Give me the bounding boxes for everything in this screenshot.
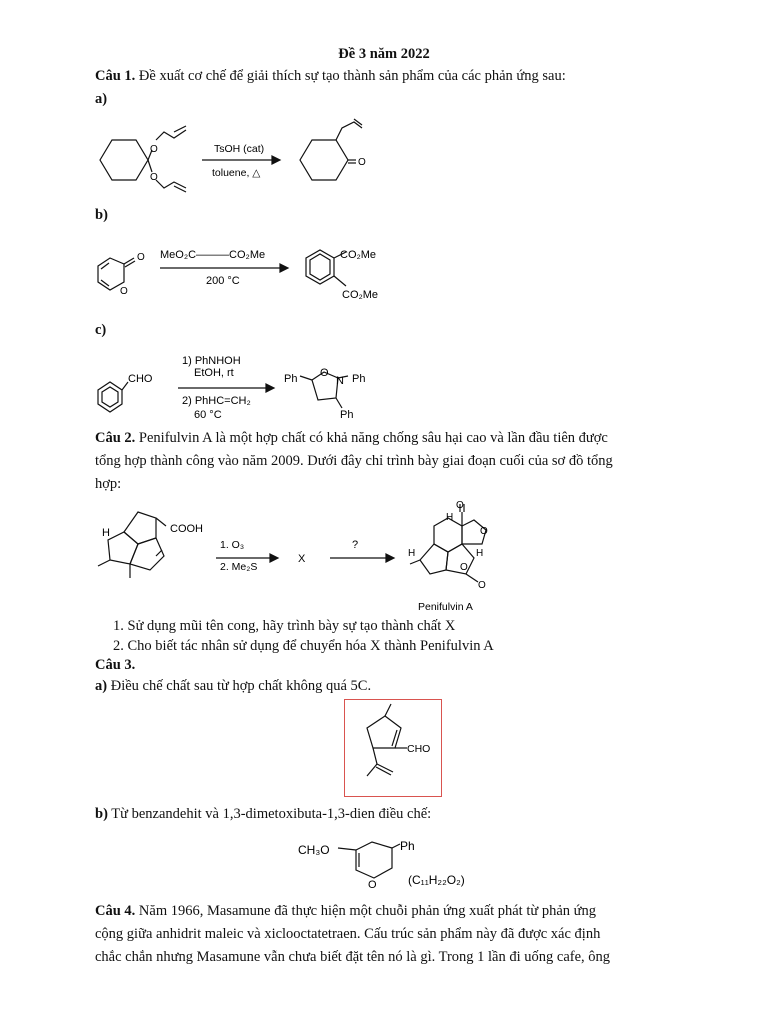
reaction-c-product-o: O <box>320 367 329 379</box>
question-2-text-2: tổng hợp thành công vào năm 2009. Dưới đây chỉ trình bày giai đoạn cuối của sơ đồ tổng <box>95 453 613 469</box>
part-b-label: b) <box>95 207 108 223</box>
reaction-c-scheme <box>90 348 390 426</box>
question-3-label: Câu 3. <box>95 657 136 673</box>
question-4-text-3: chắc chắn nhưng Masamune vẫn chưa biết đặt tên nó là gì. Trong 1 lần đi uống cafe, ông <box>95 949 611 965</box>
penifulvin-product-o3: O <box>460 562 468 573</box>
reaction-c-step2b: 60 °C <box>194 409 222 421</box>
question-2-item-2: 2. Cho biết tác nhân sử dụng để chuyển hóa X thành Penifulvin A <box>113 638 494 654</box>
question-2-label: Câu 2. <box>95 430 136 446</box>
penifulvin-product-o4: O <box>478 580 486 591</box>
penifulvin-step1: 1. O₃ <box>220 539 245 551</box>
start-ring-left <box>108 532 138 564</box>
reaction-a-conditions: toluene, △ <box>212 167 261 179</box>
question-2-item-1: 1. Sử dụng mũi tên cong, hãy trình bày sự tạo thành chất X <box>113 618 456 634</box>
penifulvin-scheme <box>90 498 510 616</box>
question-4-label: Câu 4. <box>95 903 136 919</box>
question-2-text-1: Penifulvin A là một hợp chất có khả năng chống sâu hại cao và lần đầu tiên được <box>138 430 608 446</box>
reaction-a-product-o: O <box>358 157 366 168</box>
reaction-b-ring-o: O <box>120 286 128 297</box>
question-1-label: Câu 1. <box>95 68 136 84</box>
penifulvin-question: ? <box>352 539 359 551</box>
reaction-c-product-ph1: Ph <box>284 373 298 385</box>
reaction-c-product-ph3: Ph <box>340 409 354 421</box>
penifulvin-step2: 2. Me₂S <box>220 561 258 573</box>
dihydropyran-formula: (C₁₁H₂₂O₂) <box>408 873 465 887</box>
reaction-b-start-o: O <box>137 252 145 263</box>
question-1 <box>95 68 566 85</box>
target-compound-box <box>344 699 442 797</box>
question-3a <box>95 678 371 695</box>
reaction-b-reagent: MeO₂C———CO₂Me <box>160 249 266 261</box>
question-3a-label: a) <box>95 678 108 694</box>
penifulvin-product-h1: H <box>446 512 454 523</box>
question-1-text: Đề xuất cơ chế để giải thích sự tạo thành sản phẩm của các phản ứng sau: <box>138 68 566 84</box>
penifulvin-cooh: COOH <box>170 523 203 535</box>
reaction-c-step2a: 2) PhHC=CH₂ <box>182 395 251 407</box>
reaction-b-scheme <box>90 236 400 308</box>
reaction-b-product-bottom: CO₂Me <box>342 289 379 301</box>
reaction-a-o-top: O <box>150 144 158 155</box>
penifulvin-start-h: H <box>102 527 110 539</box>
reaction-a-scheme <box>90 118 400 202</box>
penifulvin-product-name: Penifulvin A <box>418 601 473 613</box>
question-4-text-2: cộng giữa anhidrit maleic và xiclooctatetraen. Cấu trúc sản phẩm này đã được xác định <box>95 926 601 942</box>
dihydropyran-ch3o: CH₃O <box>298 843 330 857</box>
start-ring-right <box>130 538 164 570</box>
reaction-b-product-top: CO₂Me <box>340 249 377 261</box>
dihydropyran-structure <box>296 836 496 894</box>
reaction-a-cyclohexane <box>100 140 148 180</box>
reaction-b-conditions: 200 °C <box>206 275 240 287</box>
reaction-c-step1a: 1) PhNHOH <box>182 355 241 367</box>
question-2-text-3: hợp: <box>95 476 122 492</box>
question-3b-label: b) <box>95 806 108 822</box>
penifulvin-product-h2: H <box>408 548 416 559</box>
dihydropyran-ph: Ph <box>400 839 415 853</box>
reaction-c-product-ph2: Ph <box>352 373 366 385</box>
question-3b-text: Từ benzandehit và 1,3-dimetoxibuta-1,3-dien điều chế: <box>111 806 432 822</box>
reaction-c-product-n: N <box>336 375 344 387</box>
question-3a-text: Điều chế chất sau từ hợp chất không quá 5C. <box>110 678 372 694</box>
question-3b <box>95 806 431 823</box>
reaction-a-reagent: TsOH (cat) <box>214 143 265 155</box>
question-4-text-1: Năm 1966, Masamune đã thực hiện một chuỗi phản ứng xuất phát từ phản ứng <box>138 903 597 919</box>
dihydropyran-o: O <box>368 879 377 891</box>
penifulvin-product-o1: O <box>456 500 464 511</box>
reaction-a-o-bottom: O <box>150 172 158 183</box>
reaction-c-start: CHO <box>128 373 153 385</box>
target-cho: CHO <box>407 743 431 755</box>
page-title: Đề 3 năm 2022 <box>338 46 430 62</box>
reaction-c-step1b: EtOH, rt <box>194 367 234 379</box>
dihydropyran-ring <box>356 842 392 878</box>
reaction-a-product-ring <box>300 140 348 180</box>
question-2 <box>95 427 695 496</box>
part-a-label: a) <box>95 91 108 107</box>
target-compound <box>345 700 441 796</box>
question-4 <box>95 900 695 969</box>
penifulvin-x: X <box>298 553 306 565</box>
penifulvin-product-h3: H <box>476 548 484 559</box>
penifulvin-product-o2: O <box>480 526 488 537</box>
part-c-label: c) <box>95 322 107 338</box>
product-ring-3 <box>420 544 448 574</box>
